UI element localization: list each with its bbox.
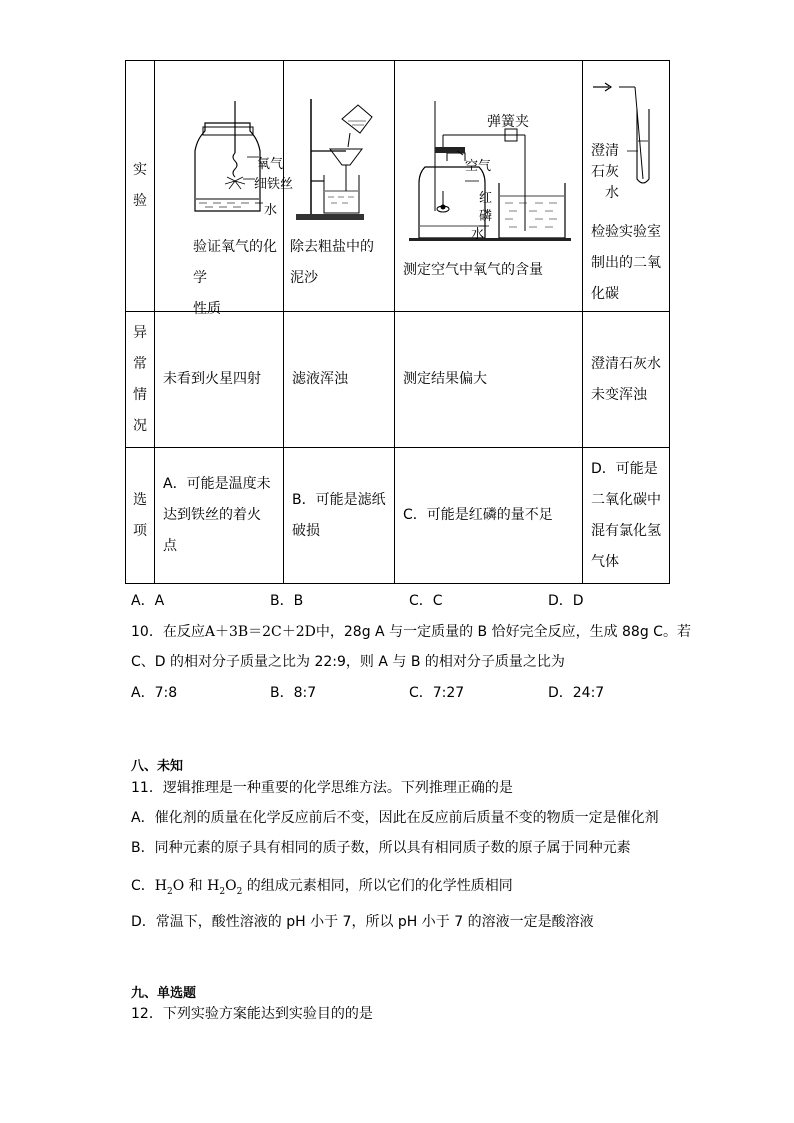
q11-stem: 11．逻辑推理是一种重要的化学思维方法。下列推理正确的是: [131, 780, 513, 796]
q10-choice-c[interactable]: C．7:27: [409, 685, 465, 701]
row-header-experiment: 实 验: [126, 61, 155, 312]
q9-choice-d[interactable]: D．D: [548, 593, 584, 609]
q11-option-a[interactable]: A．催化剂的质量在化学反应前后不变，因此在反应前后质量不变的物质一定是催化剂: [131, 810, 659, 826]
experiment-table: [125, 60, 670, 584]
option-cell-b: B．可能是滤纸 破损: [284, 448, 395, 584]
abnormal-cell-1: 未看到火星四射: [155, 312, 284, 448]
option-cell-d: D．可能是 二氧化碳中 混有氯化氢 气体: [583, 448, 670, 584]
q10-choice-a[interactable]: A．7:8: [131, 685, 178, 701]
experiment-cell-filtration: [284, 61, 395, 312]
label-oxygen: 氧气: [257, 157, 284, 172]
q11-option-b[interactable]: B．同种元素的原子具有相同的质子数，所以具有相同质子数的原子属于同种元素: [131, 840, 631, 856]
q9-choice-a[interactable]: A．A: [131, 593, 165, 609]
fig4-caption: 检验实验室 制出的二氧 化碳: [591, 224, 661, 302]
option-cell-a: A．可能是温度未 达到铁丝的着火 点: [155, 448, 284, 584]
q9-choice-b[interactable]: B．B: [270, 593, 304, 609]
experiment-cell-co2-test: [583, 61, 670, 312]
abnormal-cell-3: 测定结果偏大: [395, 312, 583, 448]
q10-choice-b[interactable]: B．8:7: [270, 685, 317, 701]
experiment-cell-oxygen-content: [395, 61, 583, 312]
q11-option-c[interactable]: C．$H_2O$ 和 $H_2O_2$ 的组成元素相同，所以它们的化学性质相同: [131, 878, 513, 897]
q10-choices: [131, 682, 687, 702]
label-red-phosphorus-1: 红: [479, 191, 493, 206]
label-limewater: 澄清 石灰 水: [591, 143, 619, 201]
fig3-caption: 测定空气中氧气的含量: [403, 262, 543, 278]
q11-option-d[interactable]: D．常温下，酸性溶液的 pH 小于 7，所以 pH 小于 7 的溶液一定是酸溶液: [131, 914, 594, 930]
row-header-options: 选 项: [126, 448, 155, 584]
section-8-heading: 八、未知: [131, 759, 184, 774]
abnormal-cell-2: 滤液浑浊: [284, 312, 395, 448]
experiment-cell-iron-wire: [155, 61, 294, 317]
label-water-2: 水: [471, 227, 485, 242]
label-red-phosphorus-2: 磷: [479, 209, 493, 224]
q9-choices: [131, 590, 687, 610]
label-spring-clamp: 弹簧夹: [487, 114, 529, 130]
abnormal-cell-4: 澄清石灰水 未变浑浊: [583, 312, 670, 448]
fig1-caption: 验证氧气的化学 性质: [193, 239, 277, 317]
row-header-abnormal: 异 常 情 况: [126, 312, 155, 448]
filtration-apparatus-diagram: [284, 91, 395, 251]
q9-choice-c[interactable]: C．C: [409, 593, 443, 609]
label-air: 空气: [465, 159, 492, 174]
label-water: 水: [264, 203, 278, 218]
q12-stem: 12．下列实验方案能达到实验目的的是: [131, 1006, 373, 1022]
section-9-heading: 九、单选题: [131, 986, 197, 1001]
q10-line2: C、D 的相对分子质量之比为 22:9，则 A 与 B 的相对分子质量之比为: [131, 654, 565, 670]
option-cell-c: C．可能是红磷的量不足: [395, 448, 583, 584]
formula-h2o2: $H_2O_2$: [207, 878, 243, 897]
q10-line1: 10．在反应A＋3B＝2C＋2D中，28g A 与一定质量的 B 恰好完全反应，生成 88g C。若: [131, 624, 691, 640]
fig2-caption: 除去粗盐中的 泥沙: [290, 239, 374, 286]
formula-h2o: $H_2O$: [154, 878, 185, 897]
q10-equation: A＋3B＝2C＋2D: [204, 624, 316, 640]
q10-choice-d[interactable]: D．24:7: [548, 685, 605, 701]
label-iron-wire: 细铁丝: [254, 177, 294, 192]
